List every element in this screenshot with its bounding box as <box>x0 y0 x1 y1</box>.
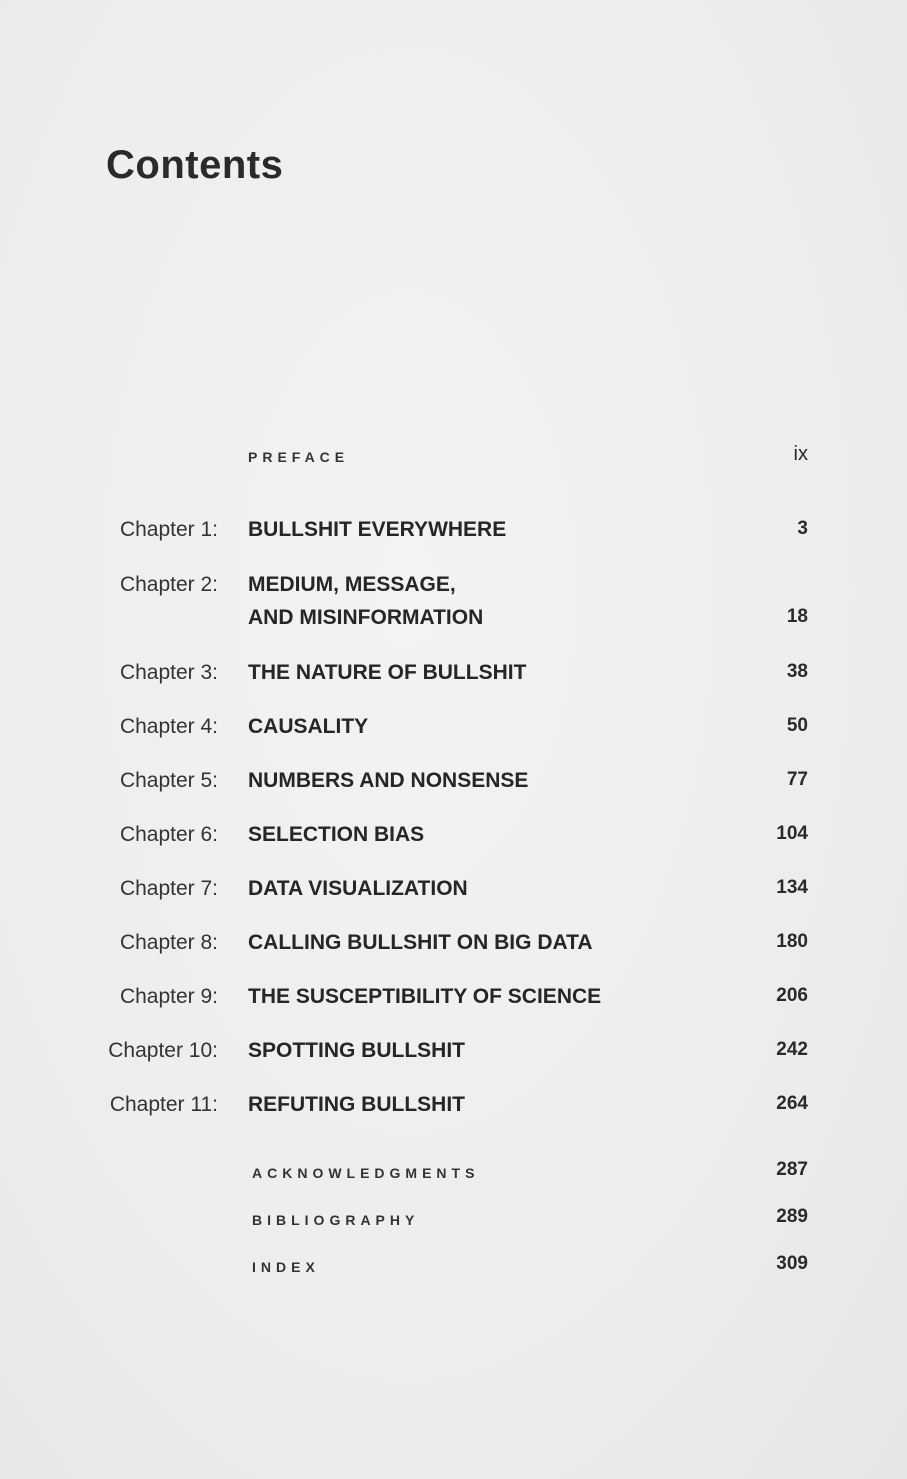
chapter-label: Chapter 9: <box>119 985 218 1008</box>
chapter-page: 38 <box>786 661 808 682</box>
toc-entry-acknowledgments <box>0 1159 907 1189</box>
chapter-page: 206 <box>776 985 808 1006</box>
toc-entry-title: PREFACE <box>248 449 350 465</box>
toc-entry-chapter-10 <box>0 1039 907 1069</box>
chapter-title-line-2: AND MISINFORMATION <box>248 606 484 629</box>
toc-entry-chapter-4 <box>0 715 907 745</box>
chapter-label: Chapter 2: <box>119 573 218 596</box>
chapter-page: 50 <box>786 715 808 736</box>
page-title: Contents <box>106 143 284 187</box>
toc-entry-title: BIBLIOGRAPHY <box>252 1212 420 1228</box>
chapter-page: 77 <box>786 769 808 790</box>
chapter-page: 242 <box>776 1039 808 1060</box>
chapter-page: 104 <box>776 823 808 844</box>
chapter-title: NUMBERS AND NONSENSE <box>248 769 529 792</box>
chapter-title: SELECTION BIAS <box>248 823 425 846</box>
chapter-title: SPOTTING BULLSHIT <box>248 1039 465 1062</box>
toc-entry-bibliography <box>0 1206 907 1236</box>
chapter-title: BULLSHIT EVERYWHERE <box>248 518 507 541</box>
toc-entry-chapter-1 <box>0 518 907 548</box>
toc-entry-chapter-3 <box>0 661 907 691</box>
chapter-title: THE NATURE OF BULLSHIT <box>248 661 527 684</box>
toc-entry-chapter-2 <box>0 573 907 637</box>
toc-entry-title: INDEX <box>252 1259 320 1275</box>
chapter-label: Chapter 1: <box>119 518 218 541</box>
chapter-page: 264 <box>776 1093 808 1114</box>
toc-entry-chapter-8 <box>0 931 907 961</box>
toc-entry-chapter-9 <box>0 985 907 1015</box>
toc-entry-chapter-5 <box>0 769 907 799</box>
toc-entry-page: 309 <box>776 1253 808 1274</box>
toc-entry-title: ACKNOWLEDGMENTS <box>252 1165 480 1181</box>
chapter-label: Chapter 10: <box>108 1039 218 1062</box>
chapter-label: Chapter 3: <box>119 661 218 684</box>
chapter-title: CAUSALITY <box>248 715 369 738</box>
chapter-label: Chapter 7: <box>119 877 218 900</box>
toc-entry-chapter-11 <box>0 1093 907 1123</box>
toc-entry-page: 287 <box>776 1159 808 1180</box>
chapter-title: MEDIUM, MESSAGE, <box>248 573 456 596</box>
chapter-label: Chapter 6: <box>119 823 218 846</box>
toc-entry-chapter-6 <box>0 823 907 853</box>
chapter-label: Chapter 5: <box>119 769 218 792</box>
chapter-label: Chapter 11: <box>109 1093 218 1116</box>
chapter-label: Chapter 4: <box>119 715 218 738</box>
chapter-title: REFUTING BULLSHIT <box>248 1093 465 1116</box>
chapter-title: DATA VISUALIZATION <box>248 877 468 900</box>
chapter-page: 134 <box>776 877 808 898</box>
toc-entry-preface <box>0 443 907 473</box>
chapter-page: 18 <box>786 606 808 627</box>
toc-entry-index <box>0 1253 907 1283</box>
toc-entry-page: ix <box>793 443 808 465</box>
chapter-page: 3 <box>797 518 808 539</box>
toc-entry-page: 289 <box>776 1206 808 1227</box>
chapter-label: Chapter 8: <box>119 931 218 954</box>
chapter-title: CALLING BULLSHIT ON BIG DATA <box>248 931 593 954</box>
toc-entry-chapter-7 <box>0 877 907 907</box>
chapter-title: THE SUSCEPTIBILITY OF SCIENCE <box>248 985 602 1008</box>
chapter-page: 180 <box>776 931 808 952</box>
